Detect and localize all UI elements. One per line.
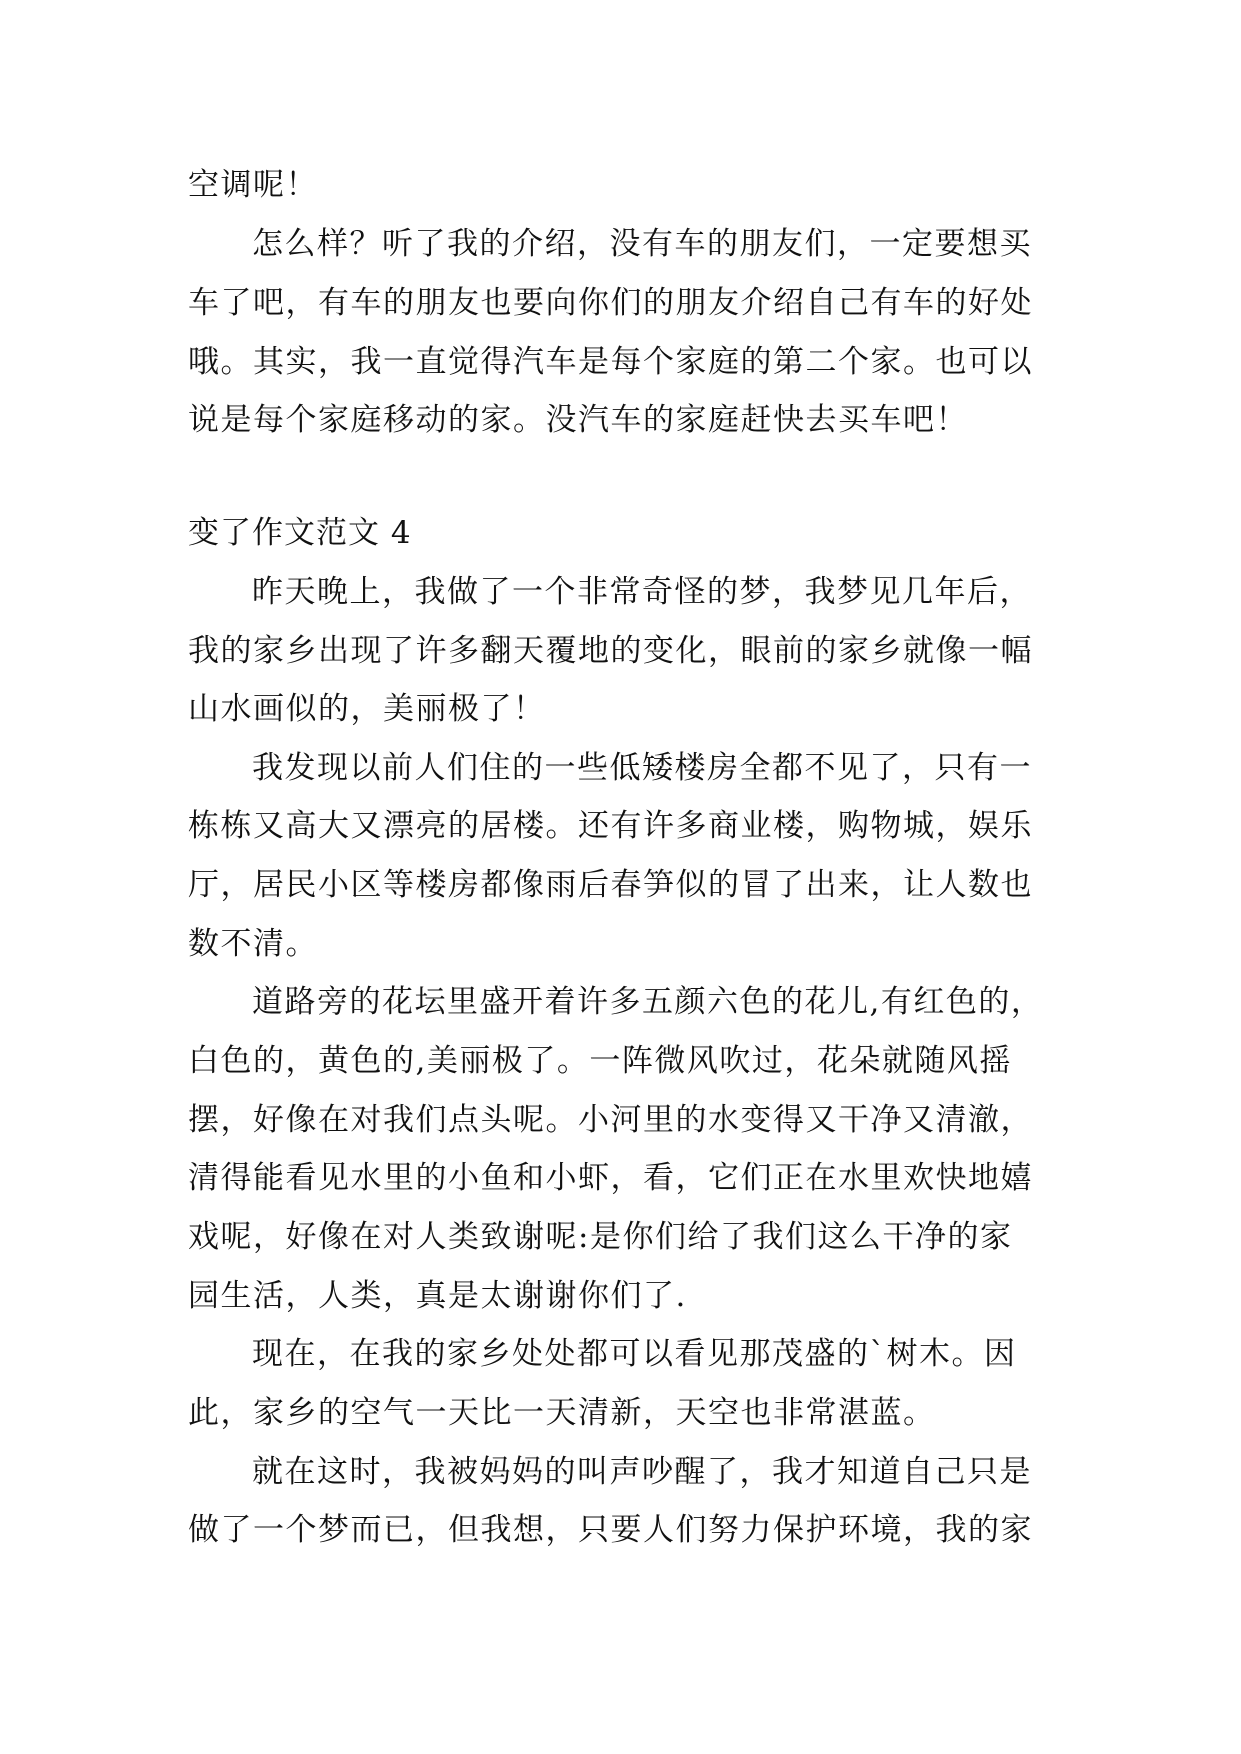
text-line: 园生活，人类，真是太谢谢你们了. <box>188 1278 687 1314</box>
text-line: 栋栋又高大又漂亮的居楼。还有许多商业楼，购物城，娱乐 <box>188 808 1033 844</box>
text-line: 此，家乡的空气一天比一天清新，天空也非常湛蓝。 <box>188 1395 936 1431</box>
paragraph-first-line: 怎么样？听了我的介绍，没有车的朋友们，一定要想买 <box>252 226 1032 262</box>
text-line: 数不清。 <box>188 926 318 962</box>
paragraph-first-line: 道路旁的花坛里盛开着许多五颜六色的花儿,有红色的， <box>252 984 1044 1020</box>
text-line: 做了一个梦而已，但我想，只要人们努力保护环境，我的家 <box>188 1512 1033 1548</box>
text-line: 我的家乡出现了许多翻天覆地的变化，眼前的家乡就像一幅 <box>188 633 1033 669</box>
text-line: 空调呢！ <box>188 167 318 203</box>
paragraph-first-line: 昨天晚上，我做了一个非常奇怪的梦，我梦见几年后， <box>252 574 1032 610</box>
text-line: 山水画似的，美丽极了！ <box>188 691 546 727</box>
text-line: 厅，居民小区等楼房都像雨后春笋似的冒了出来，让人数也 <box>188 867 1033 903</box>
text-line: 说是每个家庭移动的家。没汽车的家庭赶快去买车吧！ <box>188 402 968 438</box>
text-line: 清得能看见水里的小鱼和小虾，看，它们正在水里欢快地嬉 <box>188 1160 1033 1196</box>
text-line: 戏呢，好像在对人类致谢呢:是你们给了我们这么干净的家 <box>188 1219 1013 1255</box>
text-line: 白色的，黄色的,美丽极了。一阵微风吹过，花朵就随风摇 <box>188 1043 1012 1079</box>
text-line: 哦。其实，我一直觉得汽车是每个家庭的第二个家。也可以 <box>188 344 1033 380</box>
text-line: 摆，好像在对我们点头呢。小河里的水变得又干净又清澈， <box>188 1102 1033 1138</box>
paragraph-first-line: 我发现以前人们住的一些低矮楼房全都不见了，只有一 <box>252 750 1032 786</box>
section-heading: 变了作文范文 4 <box>188 515 412 551</box>
paragraph-first-line: 现在，在我的家乡处处都可以看见那茂盛的`树木。因 <box>252 1336 1017 1372</box>
text-line: 车了吧，有车的朋友也要向你们的朋友介绍自己有车的好处 <box>188 285 1033 321</box>
paragraph-first-line: 就在这时，我被妈妈的叫声吵醒了，我才知道自己只是 <box>252 1454 1032 1490</box>
